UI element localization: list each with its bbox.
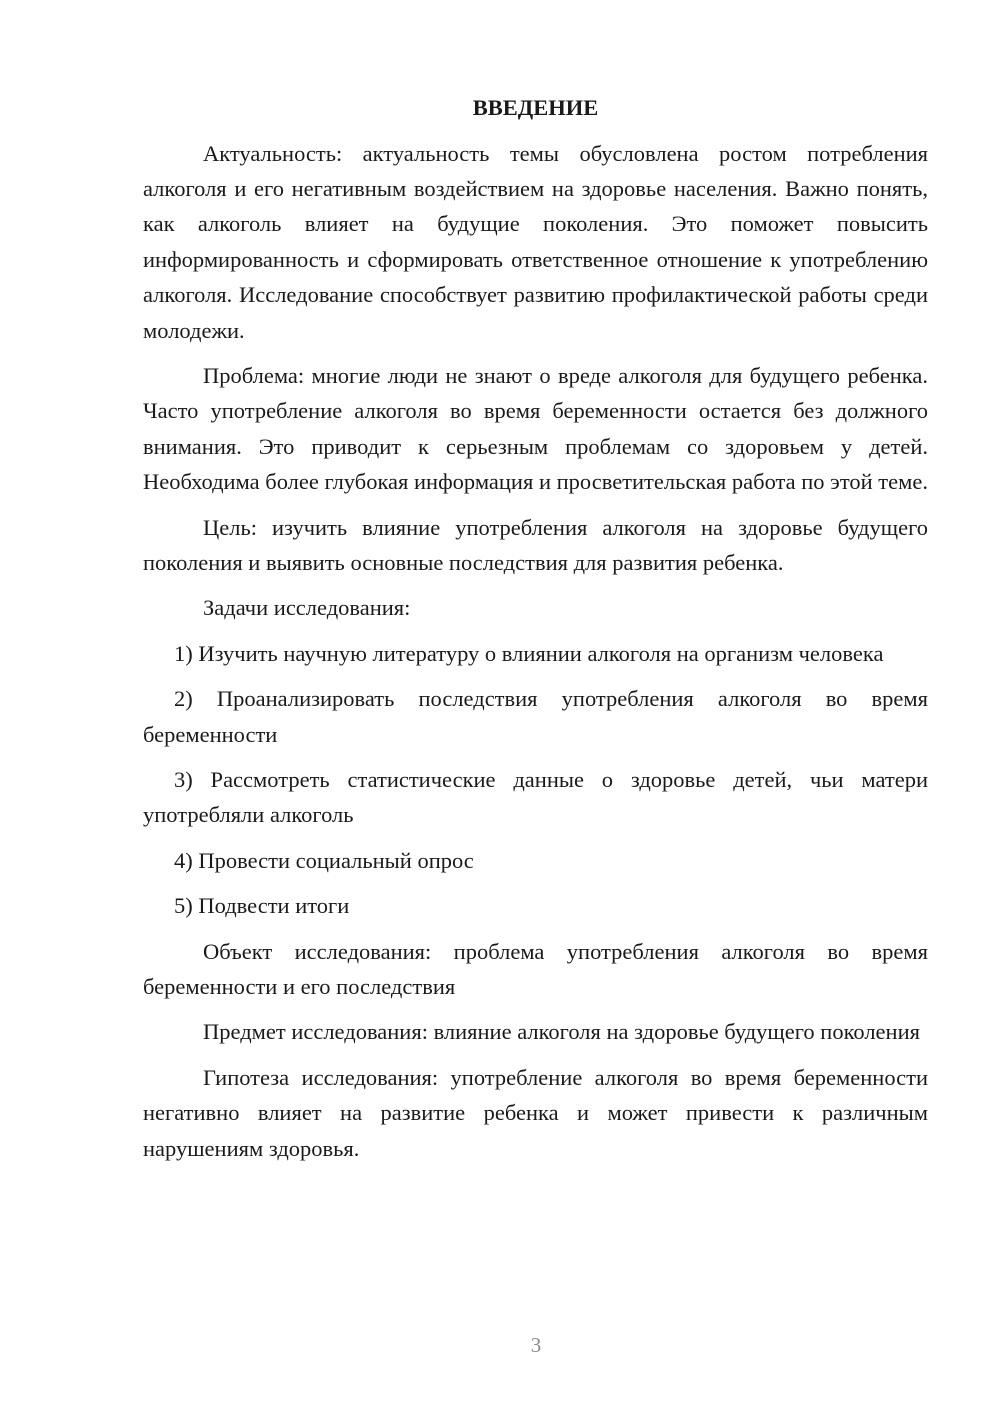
- relevance-paragraph: Актуальность: актуальность темы обусловлена ростом потребления алкоголя и его негативным воздействием на здоровье населения. Важно понять, как алкоголь влияет на будущие поколения. Это поможет повысить информированность и сформировать ответственное отношение к употреблению алкоголя. Исследование способствует развитию профилактической работы среди молодежи.: [143, 140, 928, 343]
- list-item: 3) Рассмотреть статистические данные о здоровье детей, чьи матери употребляли алкоголь: [143, 767, 928, 828]
- problem-paragraph: Проблема: многие люди не знают о вреде алкоголя для будущего ребенка. Часто употребление алкоголя во время беременности остается без должного внимания. Это приводит к серьезным проблемам со здоровьем у детей. Необходима более глубокая информация и просветительская работа по этой теме.: [143, 362, 928, 495]
- list-item: 4) Провести социальный опрос: [174, 847, 474, 873]
- page-number: 3: [530, 1333, 542, 1357]
- hypothesis-paragraph: Гипотеза исследования: употребление алкоголя во время беременности негативно влияет на развитие ребенка и может привести к различным нарушениям здоровья.: [143, 1064, 928, 1161]
- tasks-heading: Задачи исследования:: [203, 595, 411, 621]
- list-item: 2) Проанализировать последствия употребления алкоголя во время беременности: [143, 686, 928, 747]
- list-item: 5) Подвести итоги: [174, 893, 350, 919]
- page-title: ВВЕДЕНИЕ: [472, 95, 599, 120]
- page-content: [143, 90, 928, 1166]
- list-item: 1) Изучить научную литературу о влиянии алкоголя на организм человека: [174, 640, 884, 666]
- object-paragraph: Объект исследования: проблема употребления алкоголя во время беременности и его последствия: [143, 938, 928, 1000]
- goal-paragraph: Цель: изучить влияние употребления алкоголя на здоровье будущего поколения и выявить основные последствия для развития ребенка.: [143, 514, 928, 575]
- subject-paragraph: Предмет исследования: влияние алкоголя на здоровье будущего поколения: [203, 1019, 920, 1045]
